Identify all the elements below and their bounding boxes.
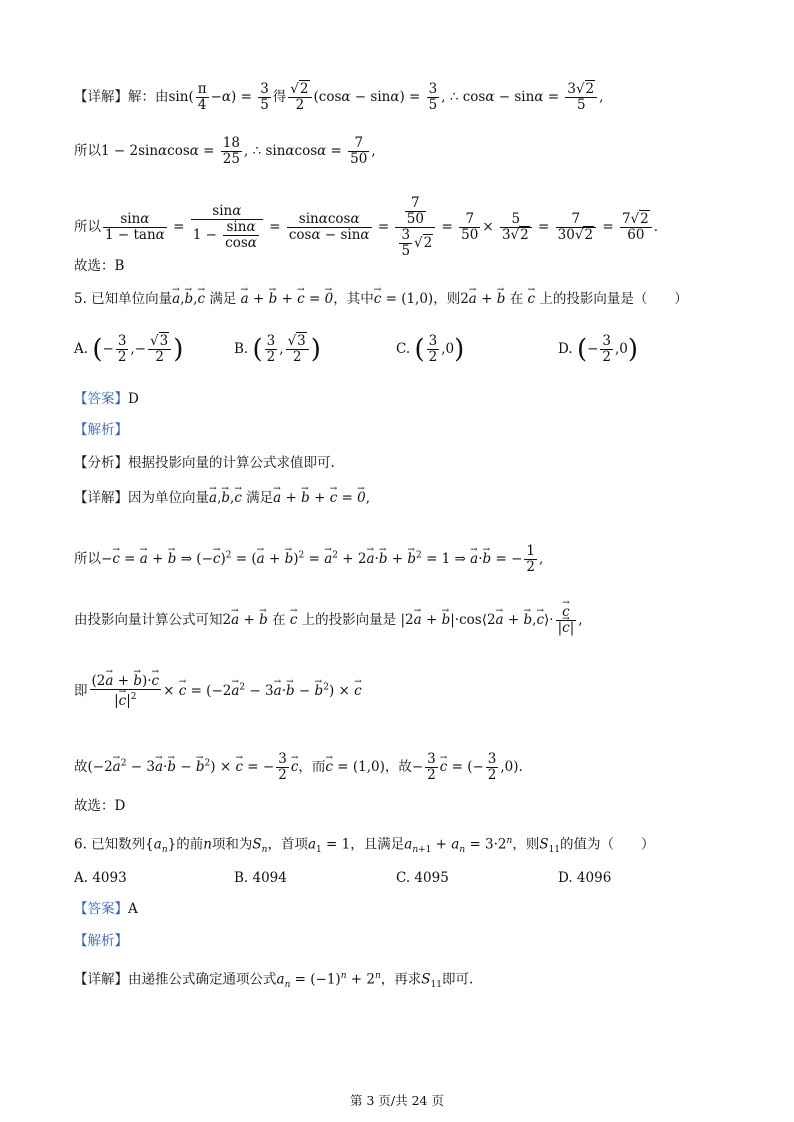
q6-option-c: C. 4095 [396,870,449,886]
q5-fenxi: 【分析】根据投影向量的计算公式求值即可. [74,455,335,471]
q5-detail-1: 【详解】因为单位向量→ a,→ b,→ c 满足→ a + → b + → c = → 0, [74,489,370,507]
q5-detail-5: 故($-2\to a^2 - 3\to a\cdot\to b$ − → $b^2$) × → c = − $\frac{3}{2}$ → c，而→ c = (1,0)，故− $\frac{3}{2}$ → c = (− $\frac{3}{2}$ ,0). [74,752,523,783]
question-6: 6. 已知数列$\{a_n\}$的前n项和为$S_n$，首项$a_1 = 1$，且满足$a_{n+1} + a_n = 3\cdot 2^n$，则$S_{11}$的值为（ ） [74,836,655,856]
detail-tag: 【详解】 [74,89,128,105]
q6-analysis: 【解析】 [74,933,128,949]
q6-option-a: A. 4093 [74,870,127,886]
q5-detail-2: 所以−→ c = → a + → b ⇒ (−→ c)$^2$ = (→ a + → b)$^2$ = → $a^2 + 2\to a\cdot\to b$ + → $b^2 = 1$ ⇒ → a·→ b = − $\frac{1}{2}$ , [74,544,543,575]
question-5: 5. 已知单位向量→ a,→ b,→ c 满足 → a + → b + → c = → 0，其中→ c = (1,0)，则2→ a + → b 在 → c 上的投影向量是（ ） [74,290,688,308]
q5-option-d: D. (− $\frac{3}{2}$ ,0) [558,333,639,365]
q5-detail-4: 即 $\frac{(2\to a + \to b)\cdot\to c}{|\to c|^2}$ × → $c = (-2\to a^2 - 3\to a\cdot\to b$ − → $b^2$) × → c [74,674,362,709]
q6-answer: 【答案】A [74,901,138,917]
q5-answer: 【答案】D [74,391,139,407]
q6-option-b: B. 4094 [234,870,287,886]
q5-choice: 故选：D [74,798,126,814]
detail-line-1: 【详解】解：由sin( $\frac{\pi}{4}$ −α) = $\frac{3}{5}$ 得 $\frac{√2}{2}$ (cosα − sinα) = $\frac{3}{5}$ , ∴ cosα − sinα = $\frac{3√2}{5}$ , [74,81,604,113]
q5-analysis: 【解析】 [74,422,128,438]
q6-option-d: D. 4096 [558,870,612,886]
choice-line-prev: 故选：B [74,258,125,274]
q5-option-a: A. (− $\frac{3}{2}$ ,− $\frac{√3}{2}$ ) [74,333,184,365]
q5-option-b: B. ( $\frac{3}{2}$ , $\frac{√3}{2}$ ) [234,333,321,365]
q5-detail-3: 由投影向量计算公式可知2→ a + → b 在 → c 上的投影向量是 |2→ a + → b|·cos⟨2→ a + → b,→ c⟩· → $\frac{c}{|\to c|}$ , [74,605,583,636]
q6-detail: 【详解】由递推公式确定通项公式$a_n = (-1)^n + 2^n$，再求$S_{11}$即可. [74,971,474,991]
detail-line-3: 所以 $\frac{\sin\alpha}{1 - \tan\alpha}$ = sinα 1 − $\frac{\sin\alpha}{\cos\alpha}$ = $\frac{\sin\alpha\cos\alpha}{\cos\alpha - \sin\alpha}$ = $\frac{7}{50}$ $\frac{3}{5}$ √2 = $\frac{7}{50}$ × $\frac{5}{3√2}$ = $\frac{7}{30√2}$ = $\frac{7√2}{60}$ . [74,195,659,259]
page-footer: 第 3 页/共 24 页 [350,1093,444,1108]
q5-option-c: C. ( $\frac{3}{2}$ ,0) [396,333,465,365]
detail-line-2: 所以1 − 2sinαcosα = $\frac{18}{25}$ , ∴ sinαcosα = $\frac{7}{50}$ , [74,135,376,167]
